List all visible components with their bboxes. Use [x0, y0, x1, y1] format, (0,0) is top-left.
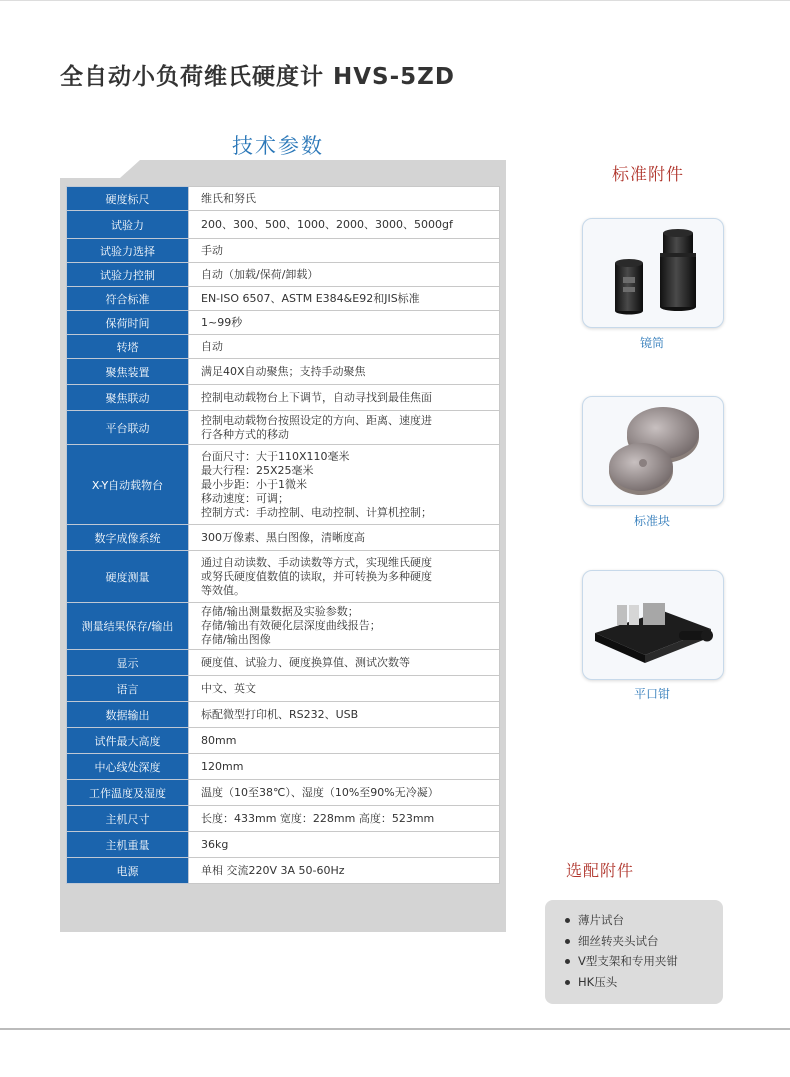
optional-accessories-list — [545, 900, 723, 992]
spec-value — [189, 359, 500, 385]
spec-row — [67, 525, 500, 551]
spec-key: 试验力控制 — [67, 263, 189, 287]
spec-value-line: 300万像素、黑白图像，清晰度高 — [201, 530, 365, 544]
spec-row — [67, 411, 500, 445]
spec-value-line: 单相 交流220V 3A 50-60Hz — [201, 863, 345, 877]
accessory-label-vise: 平口钳 — [633, 687, 670, 701]
spec-key: 平台联动 — [67, 411, 189, 445]
spec-value — [189, 335, 500, 359]
spec-value-line: 长度：433mm 宽度：228mm 高度：523mm — [201, 811, 435, 825]
spec-value — [189, 551, 500, 603]
spec-value-line: 36kg — [201, 837, 229, 851]
spec-row — [67, 263, 500, 287]
spec-value-line: 标配微型打印机、RS232、USB — [201, 707, 359, 721]
spec-value — [189, 211, 500, 239]
spec-key: 试验力 — [67, 211, 189, 239]
spec-key: 符合标准 — [67, 287, 189, 311]
spec-key: 主机尺寸 — [67, 806, 189, 832]
spec-value-line: 120mm — [201, 759, 244, 773]
spec-table — [66, 186, 500, 884]
spec-key: 语言 — [67, 676, 189, 702]
spec-key: 工作温度及湿度 — [67, 780, 189, 806]
spec-key: 数据输出 — [67, 702, 189, 728]
spec-row — [67, 359, 500, 385]
spec-value-line: 行各种方式的移动 — [201, 427, 289, 441]
standard-accessories-title: 标准附件 — [612, 165, 684, 185]
spec-value — [189, 650, 500, 676]
optional-accessories-title: 选配附件 — [566, 861, 635, 880]
spec-row — [67, 335, 500, 359]
spec-row — [67, 702, 500, 728]
spec-value — [189, 263, 500, 287]
page-title: 全自动小负荷维氏硬度计 HVS-5ZD — [60, 64, 455, 90]
spec-value-line: 最小步距：小于1微米 — [201, 477, 307, 491]
spec-value-line: 控制方式：手动控制、电动控制、计算机控制； — [201, 505, 432, 519]
optional-accessories-box — [545, 900, 723, 1004]
spec-row — [67, 551, 500, 603]
spec-key: 硬度标尺 — [67, 187, 189, 211]
spec-key: X-Y自动载物台 — [67, 445, 189, 525]
accessory-label-block: 标准块 — [633, 514, 670, 528]
spec-row — [67, 385, 500, 411]
spec-row — [67, 728, 500, 754]
spec-value-line: 硬度值、试验力、硬度换算值、测试次数等 — [201, 655, 410, 669]
spec-key: 保荷时间 — [67, 311, 189, 335]
spec-key: 数字成像系统 — [67, 525, 189, 551]
spec-value — [189, 728, 500, 754]
spec-key: 主机重量 — [67, 832, 189, 858]
spec-value-line: 自动（加载/保荷/卸载） — [201, 267, 319, 281]
optional-accessory-label: V型支架和专用夹钳 — [578, 954, 678, 968]
spec-value-line: 存储/输出有效硬化层深度曲线报告； — [201, 619, 381, 632]
spec-row — [67, 858, 500, 884]
spec-value-line: 1~99秒 — [201, 315, 243, 329]
spec-key: 中心线处深度 — [67, 754, 189, 780]
optional-accessory-label: 薄片试台 — [578, 913, 624, 927]
spec-value — [189, 702, 500, 728]
spec-value-line: 200、300、500、1000、2000、3000、5000gf — [201, 217, 453, 231]
spec-row — [67, 780, 500, 806]
spec-row — [67, 754, 500, 780]
spec-row — [67, 832, 500, 858]
spec-value-line: 控制电动载物台上下调节，自动寻找到最佳焦面 — [201, 390, 432, 404]
accessory-label-tube: 镜筒 — [639, 336, 664, 350]
spec-value-line: 通过自动读数、手动读数等方式，实现维氏硬度 — [201, 555, 432, 569]
spec-value-line: 移动速度：可调； — [201, 491, 289, 505]
spec-key: 显示 — [67, 650, 189, 676]
objective-tube-icon — [583, 219, 723, 327]
spec-row — [67, 650, 500, 676]
test-block-icon — [583, 397, 723, 505]
spec-value — [189, 858, 500, 884]
spec-value-line: 中文、英文 — [201, 681, 256, 695]
spec-value-line: 控制电动载物台按照设定的方向、距离、速度进 — [201, 413, 432, 427]
spec-value — [189, 287, 500, 311]
spec-row — [67, 239, 500, 263]
top-divider — [0, 0, 790, 1]
bullet-icon — [565, 939, 570, 944]
spec-key: 电源 — [67, 858, 189, 884]
spec-value-line: 维氏和努氏 — [201, 191, 256, 205]
spec-value-line: 80mm — [201, 733, 237, 747]
bullet-icon — [565, 980, 570, 985]
spec-value — [189, 603, 500, 650]
spec-key: 测量结果保存/输出 — [67, 603, 189, 650]
spec-row — [67, 287, 500, 311]
optional-accessory-item — [565, 931, 723, 952]
spec-value-line: 温度（10至38℃）、湿度（10%至90%无冷凝） — [201, 785, 439, 799]
spec-value-line: 自动 — [201, 339, 223, 353]
spec-value-line: 满足40X自动聚焦；支持手动聚焦 — [201, 364, 366, 378]
spec-row — [67, 603, 500, 650]
spec-value — [189, 411, 500, 445]
spec-key: 硬度测量 — [67, 551, 189, 603]
spec-row — [67, 676, 500, 702]
spec-value-line: 台面尺寸：大于110X110毫米 — [201, 449, 350, 463]
bullet-icon — [565, 959, 570, 964]
spec-key: 试件最大高度 — [67, 728, 189, 754]
spec-value-line: 最大行程：25X25毫米 — [201, 463, 314, 477]
spec-value — [189, 239, 500, 263]
optional-accessory-item — [565, 951, 723, 972]
bullet-icon — [565, 918, 570, 923]
spec-value-line: EN-ISO 6507、ASTM E384&E92和JIS标准 — [201, 291, 420, 305]
spec-row — [67, 806, 500, 832]
section-title: 技术参数 — [232, 134, 324, 158]
optional-accessory-item — [565, 910, 723, 931]
spec-value — [189, 187, 500, 211]
spec-value — [189, 780, 500, 806]
spec-value — [189, 311, 500, 335]
optional-accessory-label: HK压头 — [578, 974, 618, 989]
spec-row — [67, 311, 500, 335]
spec-key: 试验力选择 — [67, 239, 189, 263]
vise-icon — [583, 571, 723, 679]
spec-value — [189, 806, 500, 832]
spec-value — [189, 676, 500, 702]
spec-value — [189, 525, 500, 551]
optional-accessory-label: 细丝转夹头试台 — [578, 933, 659, 948]
spec-value — [189, 385, 500, 411]
accessory-card-vise — [582, 570, 724, 680]
spec-row — [67, 211, 500, 239]
spec-row — [67, 445, 500, 525]
spec-key: 聚焦装置 — [67, 359, 189, 385]
spec-key: 转塔 — [67, 335, 189, 359]
optional-accessory-item — [565, 972, 723, 993]
spec-value — [189, 445, 500, 525]
spec-row — [67, 187, 500, 211]
spec-value-line: 或努氏硬度值数值的读取，并可转换为多种硬度 — [201, 569, 432, 583]
accessory-card-block — [582, 396, 724, 506]
accessory-card-tube — [582, 218, 724, 328]
spec-key: 聚焦联动 — [67, 385, 189, 411]
spec-value-line: 手动 — [201, 243, 223, 257]
spec-value — [189, 754, 500, 780]
spec-value-line: 等效值。 — [201, 583, 245, 597]
spec-value — [189, 832, 500, 858]
bottom-divider — [0, 1028, 790, 1030]
spec-value-line: 存储/输出图像 — [201, 633, 271, 646]
spec-value-line: 存储/输出测量数据及实验参数； — [201, 605, 359, 618]
